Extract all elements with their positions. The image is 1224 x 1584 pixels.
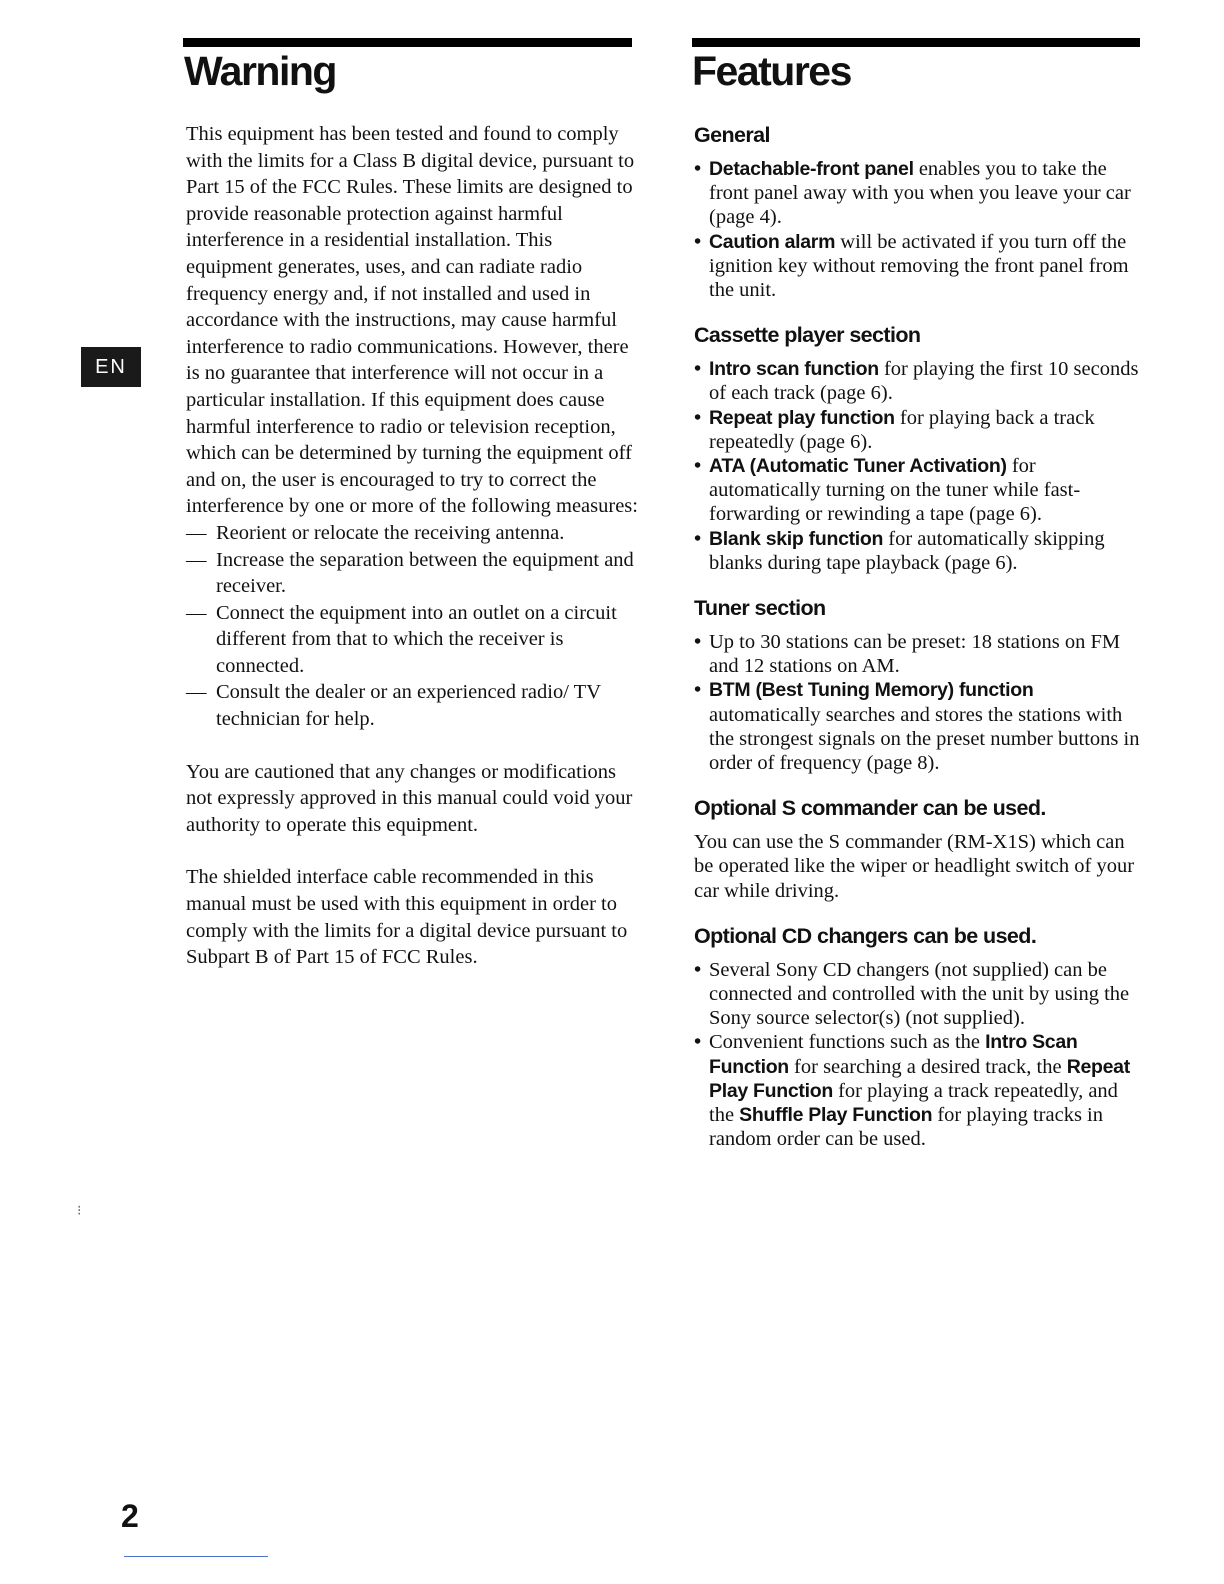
features-header-rule <box>692 38 1140 47</box>
spacer <box>186 733 638 759</box>
feature-name: Repeat Play Function <box>709 1055 1130 1102</box>
feature-text: Convenient functions such as the <box>709 1031 986 1054</box>
page-number: 2 <box>121 1498 139 1534</box>
spacer <box>186 838 638 864</box>
s-commander-section <box>694 794 1146 903</box>
feature-text: for playing tracks in random order can be used. <box>709 1104 1104 1151</box>
feature-item <box>694 357 1146 405</box>
warning-section <box>186 121 638 971</box>
feature-text: for playing a track repeatedly, and the <box>709 1079 1118 1127</box>
warning-title: Warning <box>184 48 336 94</box>
feature-name: BTM (Best Tuning Memory) function <box>709 679 1034 702</box>
tuner-section <box>694 594 1146 775</box>
features-title: Features <box>692 48 851 94</box>
cd-changers-heading: Optional CD changers can be used. <box>694 923 1037 948</box>
feature-name: Repeat play function <box>709 406 895 429</box>
cassette-section <box>694 321 1146 575</box>
feature-description: for playing the first 10 seconds of each track (page 6). <box>709 358 1139 405</box>
s-commander-text: You can use the S commander (RM-X1S) which can be operated like the wiper or headlight switch of your car while driving. <box>694 831 1135 902</box>
feature-name: Detachable-front panel <box>709 158 914 180</box>
measure-item: — Consult the dealer or an experienced radio/ TV technician for help. <box>186 679 638 732</box>
feature-item <box>694 157 1146 230</box>
feature-name: Shuffle Play Function <box>739 1104 933 1127</box>
general-section <box>694 121 1146 302</box>
warning-paragraph-fcc: This equipment has been tested and found to comply with the limits for a Class B digital device, pursuant to Part 15 of the FCC Rules. These limits are designed to provide reasonable protection against harmful interference in a residential installation. This equipment generates, uses, and can radiate radio frequency energy and, if not installed and used in accordance with the instructions, may cause harmful interference to radio communications. However, there is no guarantee that interference will not occur in a particular installation. If this equipment does cause harmful interference to radio or television reception, which can be determined by turning the equipment off and on, the user is encouraged to try to correct the interference by one or more of the following measures: <box>186 123 638 518</box>
feature-item: • Up to 30 stations can be preset: 18 stations on FM and 12 stations on AM. <box>694 630 1146 678</box>
measures-list <box>186 520 638 733</box>
stray-mark: ⁝ <box>77 1204 82 1219</box>
warning-paragraph-modifications: You are cautioned that any changes or modifications not expressly approved in this manual could void your authority to operate this equipment. <box>186 760 633 836</box>
general-list <box>694 157 1146 302</box>
feature-name: Caution alarm <box>709 230 836 253</box>
general-heading: General <box>694 123 770 147</box>
feature-item <box>694 406 1146 454</box>
cassette-heading: Cassette player section <box>694 323 921 348</box>
feature-item <box>694 527 1146 575</box>
measure-item: — Connect the equipment into an outlet on a circuit different from that to which the receiver is connected. <box>186 600 638 680</box>
measure-item: — Increase the separation between the equipment and receiver. <box>186 547 638 600</box>
feature-name: ATA (Automatic Tuner Activation) <box>709 455 1007 478</box>
tuner-heading: Tuner section <box>694 596 826 621</box>
feature-name: Intro scan function <box>709 358 879 381</box>
cd-changers-section <box>694 922 1146 1152</box>
feature-name: Intro Scan Function <box>709 1031 1078 1078</box>
feature-item <box>694 230 1146 303</box>
feature-item <box>694 1030 1146 1151</box>
warning-paragraph-cable: The shielded interface cable recommended in this manual must be used with this equipment in order to comply with the limits for a digital device pursuant to Subpart B of Part 15 of FCC Rules. <box>186 866 628 969</box>
feature-item <box>694 678 1146 775</box>
footer-divider <box>124 1556 268 1557</box>
cassette-list <box>694 357 1146 575</box>
s-commander-heading: Optional S commander can be used. <box>694 796 1046 821</box>
measure-item: — Reorient or relocate the receiving antenna. <box>186 520 638 547</box>
features-section <box>694 121 1146 1171</box>
cd-changers-list <box>694 958 1146 1152</box>
feature-item <box>694 454 1146 527</box>
language-tab: EN <box>81 347 141 387</box>
feature-description: for automatically turning on the tuner while fast-forwarding or rewinding a tape (page 6). <box>709 455 1081 526</box>
feature-description: automatically searches and stores the stations with the strongest signals on the preset number buttons in order of frequency (page 8). <box>709 703 1140 775</box>
warning-header-rule <box>183 38 632 47</box>
feature-text: for searching a desired track, the <box>788 1055 1067 1078</box>
feature-name: Blank skip function <box>709 527 884 550</box>
tuner-list <box>694 630 1146 775</box>
feature-description: enables you to take the front panel away with you when you leave your car (page 4). <box>709 158 1131 229</box>
feature-description: will be activated if you turn off the ignition key without removing the front panel from the unit. <box>709 230 1129 302</box>
feature-description: for automatically skipping blanks during tape playback (page 6). <box>709 527 1105 574</box>
feature-description: for playing back a track repeatedly (page 6). <box>709 406 1095 453</box>
feature-item: • Several Sony CD changers (not supplied) can be connected and controlled with the unit by using the Sony source selector(s) (not supplied). <box>694 958 1146 1031</box>
